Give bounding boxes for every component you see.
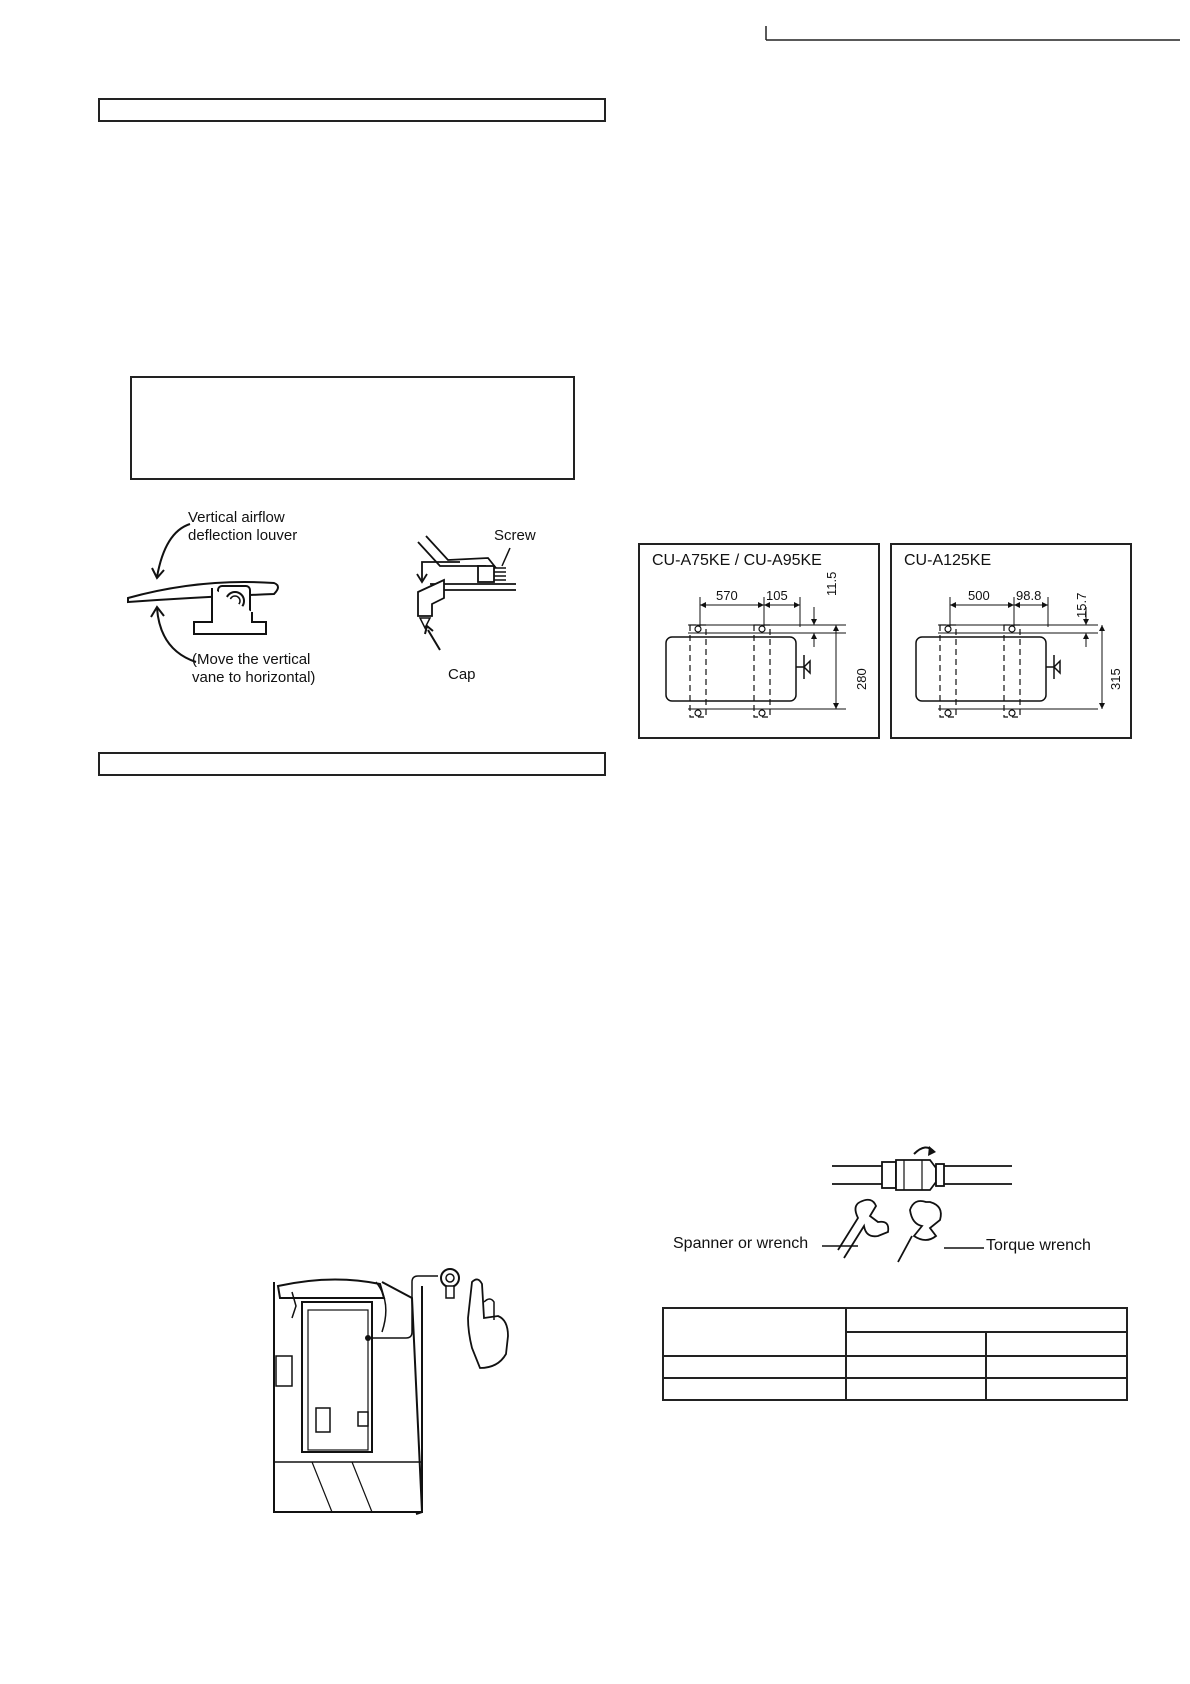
bolt-pitch-dim-top-1: 11.5: [824, 571, 839, 596]
spanner-label: Spanner or wrench: [673, 1235, 809, 1252]
table-row: [663, 1378, 1127, 1400]
section-header-bar-1: [98, 98, 606, 122]
bolt-pitch-title-1: CU-A75KE / CU-A95KE: [652, 552, 822, 569]
torque-wrench-label: Torque wrench: [986, 1237, 1091, 1254]
section-header-bar-2: [98, 752, 606, 776]
vertical-louver-label-line2: deflection louver: [188, 527, 298, 544]
unit-panel-illustration: [272, 1262, 552, 1532]
table-cell: [663, 1356, 846, 1378]
bolt-pitch-dim-pitch-1: 570: [716, 588, 738, 603]
table-cell: [986, 1356, 1127, 1378]
bolt-pitch-dim-offset-2: 98.8: [1016, 588, 1042, 603]
table-cell: [986, 1378, 1127, 1400]
table-row: [663, 1356, 1127, 1378]
bolt-pitch-dim-pitch-2: 500: [968, 588, 990, 603]
move-vane-label-line1: (Move the vertical: [192, 651, 311, 668]
table-header-cell: [663, 1308, 846, 1356]
bolt-pitch-dim-top-2: 15.7: [1074, 592, 1089, 618]
table-cell: [663, 1378, 846, 1400]
bolt-pitch-dim-depth-2: 315: [1108, 668, 1123, 690]
torque-table: [662, 1307, 1128, 1401]
spanner-leader-line: [818, 1238, 878, 1258]
bolt-pitch-dim-offset-1: 105: [766, 588, 788, 603]
torque-leader-line: [940, 1238, 1000, 1258]
table-cell: [846, 1356, 987, 1378]
table-header-cell: [986, 1332, 1127, 1356]
vertical-louver-label-line1: Vertical airflow: [188, 509, 285, 526]
table-row: [663, 1308, 1127, 1332]
bolt-pitch-dim-depth-1: 280: [854, 668, 869, 690]
header-rule: [0, 0, 1190, 50]
bolt-pitch-drawing-1: [640, 575, 880, 745]
table-header-cell: [846, 1332, 987, 1356]
table-cell: [846, 1378, 987, 1400]
cap-label: Cap: [448, 666, 476, 683]
bolt-pitch-title-2: CU-A125KE: [904, 552, 992, 569]
move-vane-label-line2: vane to horizontal): [192, 669, 316, 686]
note-box: [130, 376, 575, 480]
bolt-pitch-drawing-2: [892, 575, 1132, 745]
table-header-cell: [846, 1308, 1127, 1332]
screw-label: Screw: [494, 527, 536, 544]
